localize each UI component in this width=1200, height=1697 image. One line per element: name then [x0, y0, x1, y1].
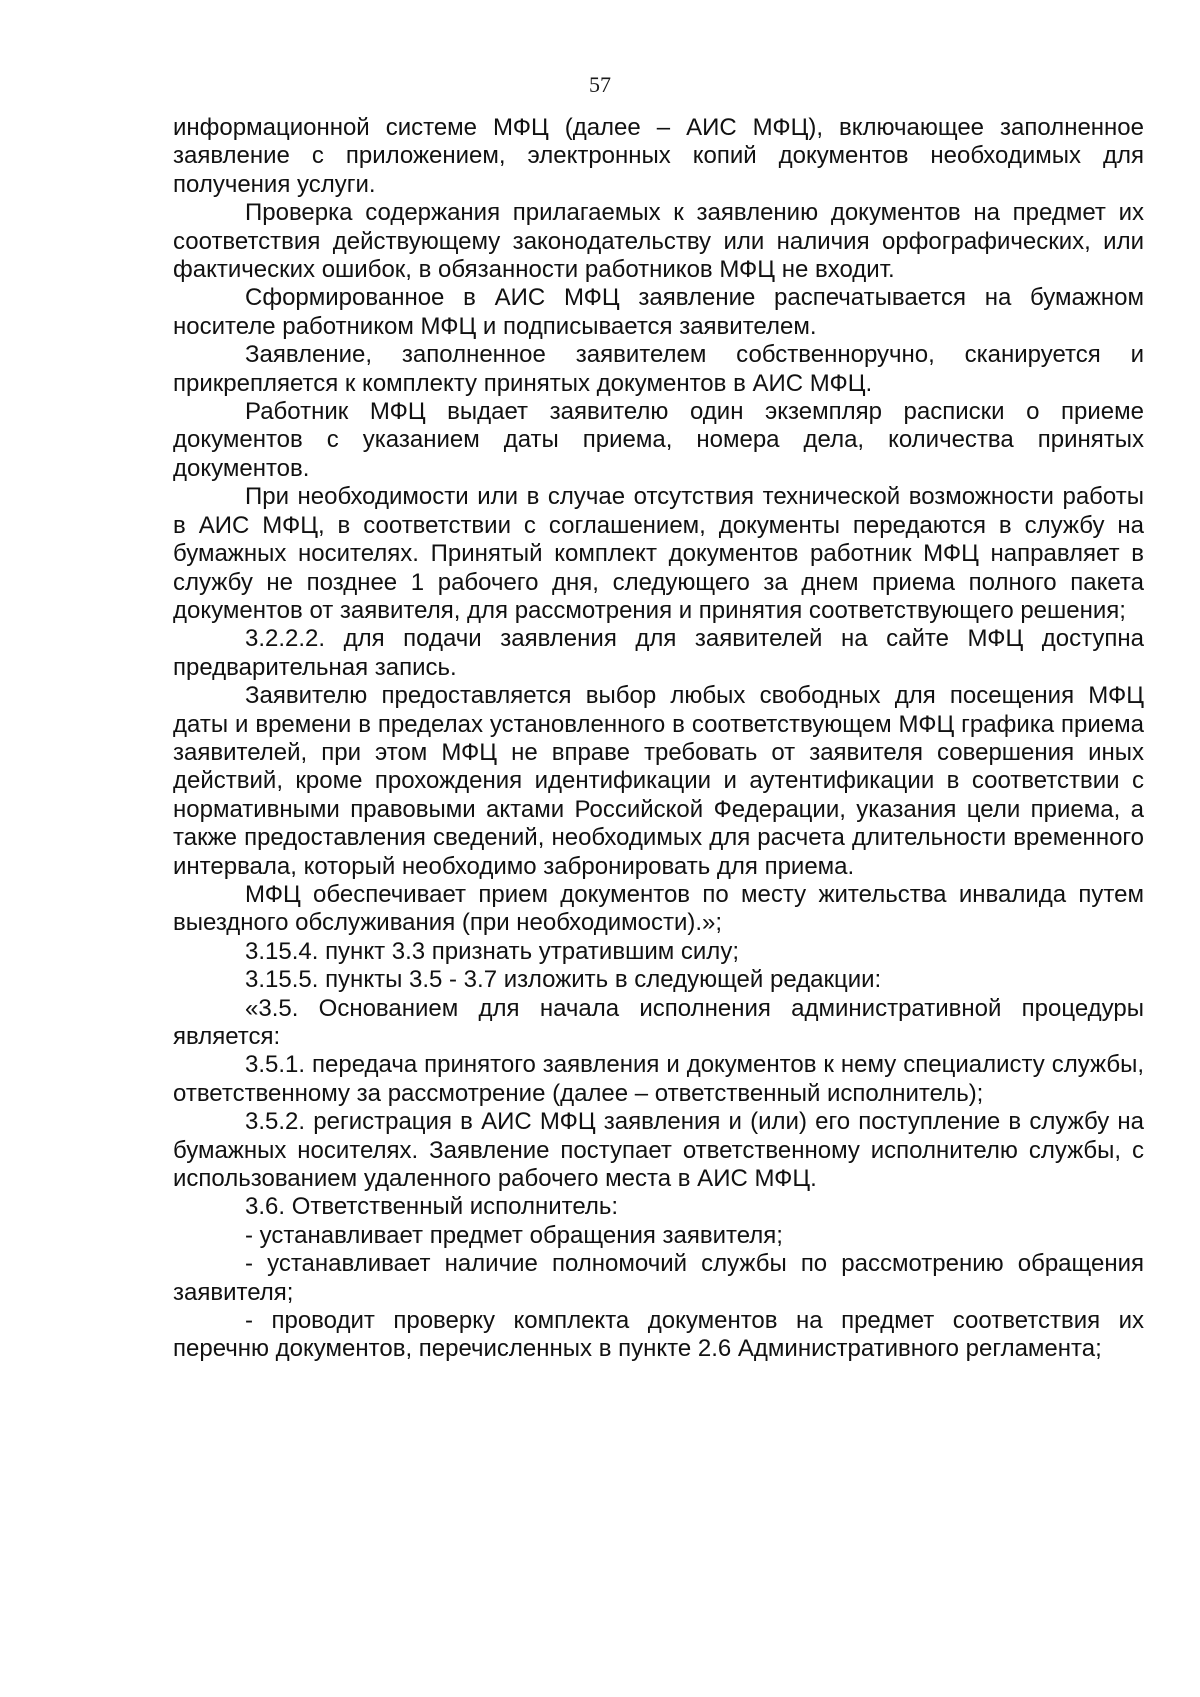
paragraph: Работник МФЦ выдает заявителю один экземпляр расписки о приеме документов с указанием даты приема, номера дела, количества принятых документов.	[173, 398, 1144, 482]
paragraph: МФЦ обеспечивает прием документов по месту жительства инвалида путем выездного обслуживания (при необходимости).»;	[173, 880, 1144, 937]
document-body	[173, 114, 1144, 1364]
paragraph: 3.15.4. пункт 3.3 признать утратившим силу;	[245, 937, 739, 965]
paragraph: 3.6. Ответственный исполнитель:	[245, 1193, 619, 1221]
paragraph: Сформированное в АИС МФЦ заявление распечатывается на бумажном носителе работником МФЦ и подписывается заявителем.	[173, 284, 1144, 340]
paragraph: 3.5.2. регистрация в АИС МФЦ заявления и (или) его поступление в службу на бумажных носителях. Заявление поступает ответственному исполнителю службы, с использованием удаленного рабочего места в АИС МФЦ.	[173, 1108, 1144, 1193]
paragraph: 3.15.5. пункты 3.5 - 3.7 изложить в следующей редакции:	[245, 966, 882, 994]
page-number: 57	[589, 72, 611, 97]
paragraph: Заявление, заполненное заявителем собственноручно, сканируется и прикрепляется к комплекту принятых документов в АИС МФЦ.	[173, 341, 1144, 397]
paragraph: - устанавливает наличие полномочий службы по рассмотрению обращения заявителя;	[173, 1250, 1144, 1306]
paragraph: Заявителю предоставляется выбор любых свободных для посещения МФЦ даты и времени в пределах установленного в соответствующем МФЦ графика приема заявителей, при этом МФЦ не вправе требовать от заявителя совершения иных действий, кроме прохождения идентификации и аутентификации в соответствии с нормативными правовыми актами Российской Федерации, указания цели приема, а также предоставления сведений, необходимых для расчета длительности временного интервала, который необходимо забронировать для приема.	[173, 682, 1144, 880]
paragraph: информационной системе МФЦ (далее – АИС МФЦ), включающее заполненное заявление с приложением, электронных копий документов необходимых для получения услуги.	[173, 114, 1144, 198]
paragraph: 3.5.1. передача принятого заявления и документов к нему специалисту службы, ответственному за рассмотрение (далее – ответственный исполнитель);	[173, 1051, 1144, 1107]
paragraph: «3.5. Основанием для начала исполнения административной процедуры является:	[173, 994, 1144, 1050]
paragraph: - проводит проверку комплекта документов на предмет соответствия их перечню документов, перечисленных в пункте 2.6 Административного регламента;	[173, 1307, 1144, 1363]
paragraph: 3.2.2.2. для подачи заявления для заявителей на сайте МФЦ доступна предварительная запись.	[173, 625, 1144, 681]
paragraph: Проверка содержания прилагаемых к заявлению документов на предмет их соответствия действующему законодательству или наличия орфографических, или фактических ошибок, в обязанности работников МФЦ не входит.	[173, 199, 1144, 284]
paragraph: При необходимости или в случае отсутствия технической возможности работы в АИС МФЦ, в соответствии с соглашением, документы передаются в службу на бумажных носителях. Принятый комплект документов работник МФЦ направляет в службу не позднее 1 рабочего дня, следующего за днем приема полного пакета документов от заявителя, для рассмотрения и принятия соответствующего решения;	[173, 483, 1144, 624]
paragraph: - устанавливает предмет обращения заявителя;	[245, 1221, 783, 1249]
